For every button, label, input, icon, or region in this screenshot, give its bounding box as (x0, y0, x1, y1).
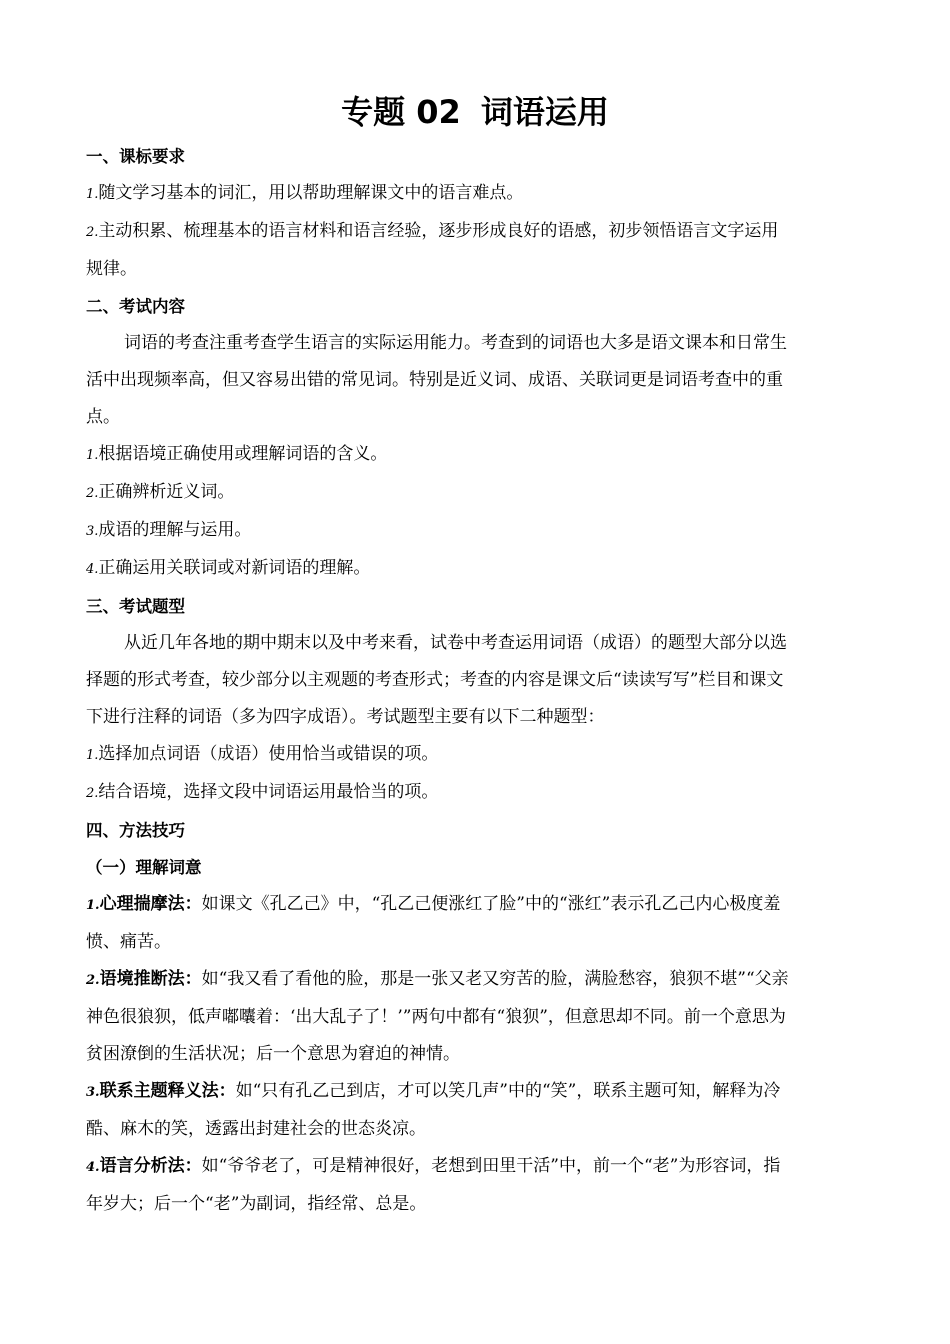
item-number: 2. (86, 486, 99, 501)
question-types-paragraph-line: 从近几年各地的期中期末以及中考来看，试卷中考查运用词语（成语）的题型大部分以选 (124, 633, 787, 653)
item-text: 选择加点词语（成语）使用恰当或错误的项。 (98, 744, 439, 764)
item-text: 正确运用关联词或对新词语的理解。 (98, 558, 371, 578)
item-number: 2. (86, 225, 99, 240)
method-1 (86, 886, 866, 924)
item-number: 1. (86, 187, 99, 202)
content-paragraph-line: 词语的考查注重考查学生语言的实际运用能力。考查到的词语也大多是语文课本和日常生 (124, 333, 787, 353)
section-heading-question-types: 三、考试题型 (86, 597, 185, 616)
method-4-cont: 年岁大；后一个“老”为副词，指经常、总是。 (86, 1194, 427, 1214)
content-item-4 (86, 550, 866, 588)
method-3-cont: 酷、麻木的笑，透露出封建社会的世态炎凉。 (86, 1119, 426, 1139)
question-type-item-1 (86, 736, 866, 774)
method-label: 语言分析法： (99, 1156, 202, 1176)
item-text: 主动积累、梳理基本的语言材料和语言经验，逐步形成良好的语感，初步领悟语言文字运用 (98, 221, 779, 241)
content-item-2 (86, 474, 866, 512)
method-label: 语境推断法： (99, 969, 202, 989)
question-type-item-2 (86, 774, 866, 812)
standards-item-1 (86, 175, 866, 213)
method-label: 联系主题释义法： (99, 1081, 236, 1101)
item-text: 结合语境，选择文段中词语运用最恰当的项。 (98, 782, 439, 802)
item-text: 随文学习基本的词汇，用以帮助理解课文中的语言难点。 (98, 183, 524, 203)
item-number: 2. (86, 786, 99, 801)
standards-item-2-cont: 规律。 (86, 259, 137, 279)
method-2-cont: 神色很狼狈，低声嘟囔着：‘出大乱子了！’”两句中都有“狼狈”，但意思却不同。前一个意思为 (86, 1007, 786, 1027)
item-number: 4. (86, 562, 99, 577)
item-text: 成语的理解与运用。 (98, 520, 252, 540)
method-number: 2. (86, 973, 100, 988)
method-2 (86, 961, 866, 999)
content-item-1 (86, 436, 866, 474)
section-heading-standards: 一、课标要求 (86, 147, 185, 166)
question-types-paragraph-line: 择题的形式考查，较少部分以主观题的考查形式；考查的内容是课文后“读读写写”栏目和课文 (86, 670, 784, 690)
section-heading-content: 二、考试内容 (86, 297, 185, 316)
content-paragraph-line: 点。 (86, 407, 120, 427)
title-main: 词语运用 (480, 93, 609, 131)
document-body (86, 138, 866, 1223)
method-2-cont: 贫困潦倒的生活状况；后一个意思为窘迫的神情。 (86, 1044, 460, 1064)
method-text: 如课文《孔乙己》中，“孔乙己便涨红了脸”中的“涨红”表示孔乙己内心极度羞 (201, 894, 781, 914)
item-number: 1. (86, 448, 99, 463)
method-4 (86, 1148, 866, 1186)
method-label: 心理揣摩法： (99, 894, 202, 914)
method-1-cont: 愤、痛苦。 (86, 932, 171, 952)
method-number: 1. (86, 898, 100, 913)
item-text: 正确辨析近义词。 (98, 482, 235, 502)
method-text: 如“我又看了看他的脸，那是一张又老又穷苦的脸，满脸愁容，狼狈不堪”“父亲 (201, 969, 789, 989)
method-text: 如“爷爷老了，可是精神很好，老想到田里干活”中，前一个“老”为形容词，指 (201, 1156, 781, 1176)
subsection-heading: （一）理解词意 (86, 858, 202, 877)
standards-item-2 (86, 213, 866, 251)
title-prefix: 专题 02 (341, 93, 461, 131)
question-types-paragraph-line: 下进行注释的词语（多为四字成语）。考试题型主要有以下二种题型： (86, 707, 605, 727)
item-number: 3. (86, 524, 99, 539)
method-number: 4. (86, 1160, 100, 1175)
method-number: 3. (86, 1085, 100, 1100)
method-text: 如“只有孔乙己到店，才可以笑几声”中的“笑”，联系主题可知，解释为冷 (235, 1081, 781, 1101)
item-number: 1. (86, 748, 99, 763)
item-text: 根据语境正确使用或理解词语的含义。 (98, 444, 388, 464)
page-title (0, 90, 950, 134)
section-heading-methods: 四、方法技巧 (86, 821, 185, 840)
method-3 (86, 1073, 866, 1111)
content-paragraph-line: 活中出现频率高，但又容易出错的常见词。特别是近义词、成语、关联词更是词语考查中的重 (86, 370, 783, 390)
content-item-3 (86, 512, 866, 550)
